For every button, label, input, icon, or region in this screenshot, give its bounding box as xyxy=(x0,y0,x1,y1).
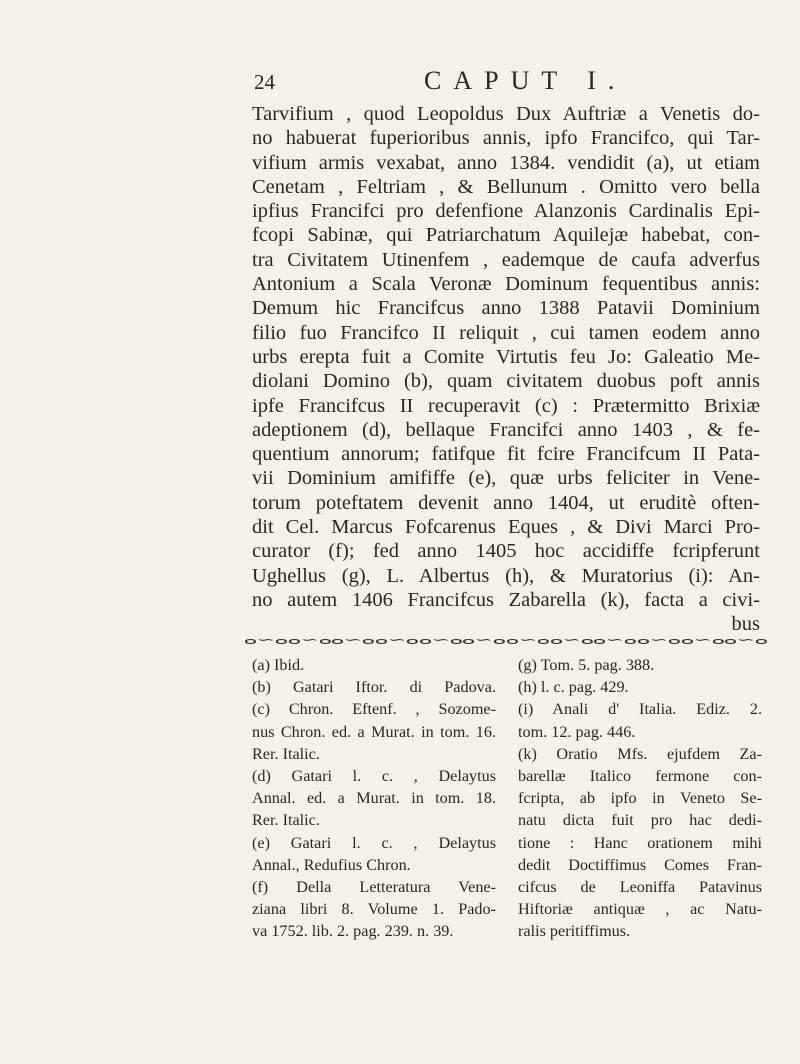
ornament-icon: ⴰ∽ⴰ xyxy=(636,632,681,647)
text-line: quentium annorum; fatifque fit fcire Francifcum II Pata- xyxy=(252,443,760,466)
ornament-icon: ⴰ∽ⴰ xyxy=(592,632,638,647)
text-line: Demum hic Francifcus anno 1388 Patavii Dominium xyxy=(252,297,760,320)
footnote-line: Rer. Italic. xyxy=(252,744,320,763)
page-number: 24 xyxy=(254,70,275,94)
footnote-line: barellæ Italico fermone con- xyxy=(518,766,762,785)
text-line: Cenetam , Feltriam , & Bellunum . Omitto vero bella xyxy=(252,175,760,198)
ornament-icon: ⴰ∽ⴰ xyxy=(680,632,725,647)
footnote-line: (f) Della Letteratura Vene- xyxy=(252,877,496,896)
ornament-icon: ⴰ∽ⴰ xyxy=(374,632,419,647)
text-line: no habuerat fuperioribus annis, ipfo Francifco, qui Tar- xyxy=(252,127,760,150)
ornament-icon: ⴰ∽ⴰ xyxy=(418,632,463,647)
text-line: vii Dominium amififfe (e), quæ urbs feliciter in Vene- xyxy=(252,467,760,490)
text-line: filio fuo Francifco II reliquit , cui tamen eodem anno xyxy=(252,321,760,344)
text-line: torum poteftatem devenit anno 1404, ut eruditè often- xyxy=(252,491,760,514)
text-line: no autem 1406 Francifcus Zabarella (k), facta a civi- xyxy=(252,588,760,611)
footnote-line: (e) Gatari l. c. , Delaytus xyxy=(252,833,496,852)
text-line: ipfe Francifcus II recuperavit (c) : Prætermitto Brixiæ xyxy=(252,394,760,417)
ornament-icon: ⴰ∽ⴰ xyxy=(549,632,594,647)
footnote-line: natu dicta fuit pro hac dedi- xyxy=(518,811,762,830)
footnote-line: (d) Gatari l. c. , Delaytus xyxy=(252,766,496,785)
running-head: CAPUT I. xyxy=(424,66,627,95)
main-text xyxy=(252,102,760,637)
footnote-line: Annal., Redufius Chron. xyxy=(252,855,411,874)
footnote-line: nus Chron. ed. a Murat. in tom. 16. xyxy=(252,722,496,741)
footnote-line: tione : Hanc orationem mihi xyxy=(518,833,762,852)
text-line: dit Cel. Marcus Fofcarenus Eques , & Divi Marci Pro- xyxy=(252,516,760,539)
text-line: ipfius Francifci pro defenfione Alanzonis Cardinalis Epi- xyxy=(252,200,760,223)
footnote-line: va 1752. lib. 2. pag. 239. n. 39. xyxy=(252,922,454,941)
text-line: urbs erepta fuit a Comite Virtutis feu Jo: Galeatio Me- xyxy=(252,345,760,368)
ornament-icon: ⴰ∽ⴰ xyxy=(331,632,376,647)
footnote-line: (g) Tom. 5. pag. 388. xyxy=(518,656,655,674)
footnote-line: cifcus de Leoniffa Patavinus xyxy=(518,877,762,896)
footnote-line: (h) l. c. pag. 429. xyxy=(518,678,629,697)
footnotes-right-column xyxy=(518,654,762,942)
text-line: Antonium a Scala Veronæ Dominum fequentibus annis: xyxy=(252,273,760,296)
footnote-line: dedit Doctiffimus Comes Fran- xyxy=(518,855,762,874)
ornament-icon: ⴰ∽ⴰ xyxy=(723,632,769,647)
text-line: tra Civitatem Utinenfem , eademque de caufa adverfus xyxy=(252,248,760,271)
footnote-line: Hiftoriæ antiquæ , ac Natu- xyxy=(518,900,762,919)
text-line: curator (f); fed anno 1405 hoc accidiffe fcripferunt xyxy=(252,540,760,563)
text-line: Tarvifium , quod Leopoldus Dux Auftriæ a Venetis do- xyxy=(252,103,760,125)
footnote-line: Annal. ed. a Murat. in tom. 18. xyxy=(252,789,496,808)
footnote-line: (c) Chron. Eftenf. , Sozome- xyxy=(252,700,496,719)
footnotes-left-column xyxy=(252,654,496,942)
text-line: vifium armis vexabat, anno 1384. vendidit (a), ut etiam xyxy=(252,151,760,174)
ornament-rule xyxy=(243,630,769,650)
footnote-line: tom. 12. pag. 446. xyxy=(518,722,636,741)
text-line: bus xyxy=(731,613,760,636)
text-line: adeptionem (d), bellaque Francifci anno 1403 , & fe- xyxy=(252,418,760,441)
ornament-icon: ⴰ∽ⴰ xyxy=(243,632,289,647)
ornament-icon: ⴰ∽ⴰ xyxy=(287,632,332,647)
footnote-line: (b) Gatari Iftor. di Padova. xyxy=(252,678,496,697)
footnote-line: ralis peritiffimus. xyxy=(518,922,631,941)
ornament-icon: ⴰ∽ⴰ xyxy=(505,632,550,647)
footnote-line: (a) Ibid. xyxy=(252,656,305,674)
text-line: Ughellus (g), L. Albertus (h), & Muratorius (i): An- xyxy=(252,564,760,587)
footnote-line: Rer. Italic. xyxy=(252,811,320,830)
footnote-line: ziana libri 8. Volume 1. Pado- xyxy=(252,900,496,919)
footnote-line: (k) Oratio Mfs. ejufdem Za- xyxy=(518,744,762,763)
text-line: diolani Domino (b), quam civitatem duobus poft annis xyxy=(252,370,760,393)
ornament-icon: ⴰ∽ⴰ xyxy=(461,632,507,647)
text-line: fcopi Sabinæ, qui Patriarchatum Aquilejæ habebat, con- xyxy=(252,224,760,247)
footnote-line: fcripta, ab ipfo in Veneto Se- xyxy=(518,789,762,808)
footnote-line: (i) Anali d' Italia. Ediz. 2. xyxy=(518,700,762,719)
